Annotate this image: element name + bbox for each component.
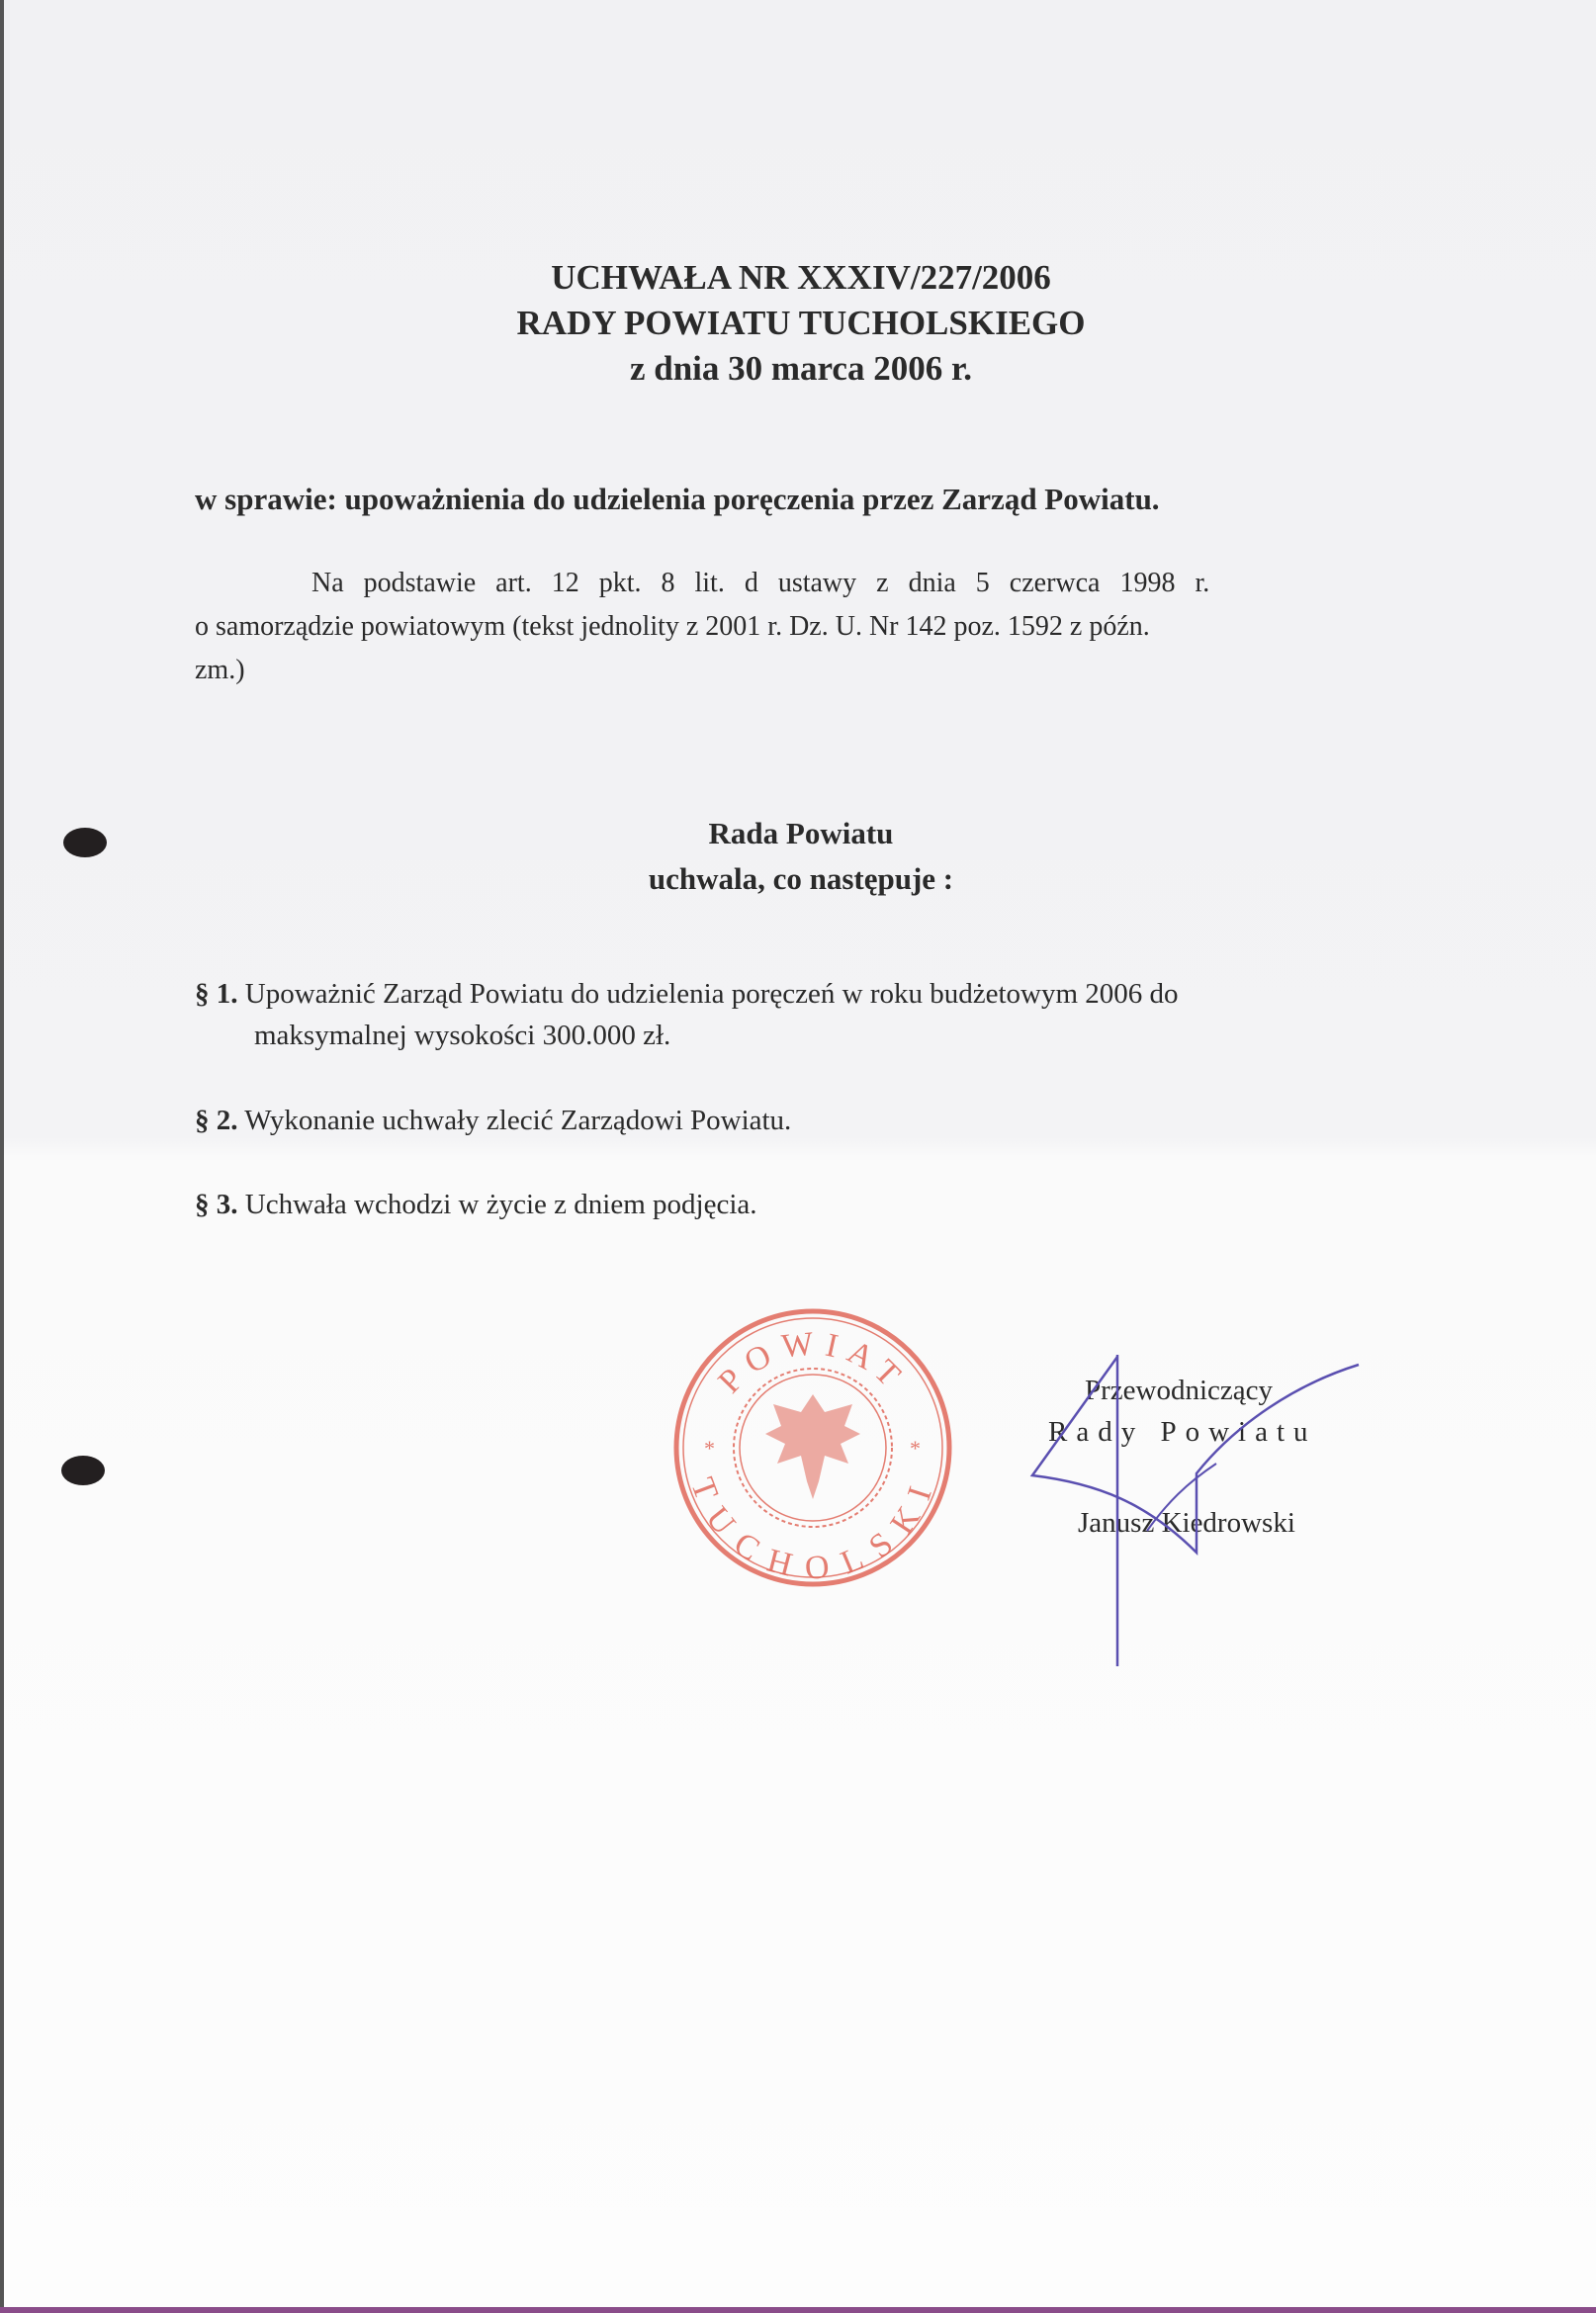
legal-basis-line: zm.) [195, 655, 245, 685]
resolution-subject: w sprawie: upoważnienia do udzielenia poręczenia przez Zarząd Powiatu. [195, 482, 1160, 516]
paragraph-number: § 3. [195, 1189, 238, 1220]
svg-text:POWIAT [711, 1325, 914, 1401]
paragraph-3 [195, 1184, 1470, 1225]
paragraph-2 [195, 1100, 1470, 1141]
stamp-star: * [910, 1436, 931, 1461]
paragraph-text: Wykonanie uchwały zlecić Zarządowi Powiatu. [244, 1105, 792, 1136]
punch-hole [63, 828, 107, 857]
paragraph-number: § 1. [195, 978, 238, 1010]
signatory-title: Przewodniczący [1085, 1375, 1274, 1406]
signatory-name: Janusz Kiedrowski [1078, 1507, 1295, 1539]
council-heading [494, 811, 1108, 902]
handwritten-signature [1019, 1345, 1374, 1671]
signatory-organ: Rady Powiatu [1048, 1416, 1317, 1448]
paragraph-1 [195, 973, 1470, 1056]
resolution-title [297, 255, 1305, 392]
scan-bottom-edge [0, 2307, 1596, 2313]
stamp-text-bottom: TUCHOLSKI [683, 1472, 942, 1587]
resolution-number: UCHWAŁA NR XXXIV/227/2006 [551, 258, 1051, 297]
punch-hole [61, 1456, 105, 1485]
legal-basis-line: Na podstawie art. 12 pkt. 8 lit. d ustawy z dnia 5 czerwca 1998 r. [311, 568, 1210, 598]
scan-left-edge [0, 0, 4, 2313]
resolution-date: z dnia 30 marca 2006 r. [629, 349, 973, 388]
paragraph-text-continued: maksymalnej wysokości 300.000 zł. [254, 1020, 671, 1051]
council-heading-line: Rada Powiatu [708, 816, 894, 850]
official-stamp [670, 1305, 955, 1590]
stamp-star: * [704, 1436, 725, 1461]
eagle-emblem-icon [765, 1394, 860, 1499]
stamp-text-top: POWIAT [711, 1324, 915, 1401]
council-name: RADY POWIATU TUCHOLSKIEGO [516, 304, 1086, 342]
council-heading-line: uchwala, co następuje : [648, 861, 954, 896]
legal-basis-line: o samorządzie powiatowym (tekst jednolity z 2001 r. Dz. U. Nr 142 poz. 1592 z późn. [195, 611, 1150, 642]
paragraph-text: Uchwała wchodzi w życie z dniem podjęcia. [244, 1189, 757, 1220]
paragraph-text: Upoważnić Zarząd Powiatu do udzielenia poręczeń w roku budżetowym 2006 do [244, 978, 1179, 1010]
legal-basis [195, 562, 1441, 692]
paragraph-number: § 2. [195, 1105, 238, 1136]
